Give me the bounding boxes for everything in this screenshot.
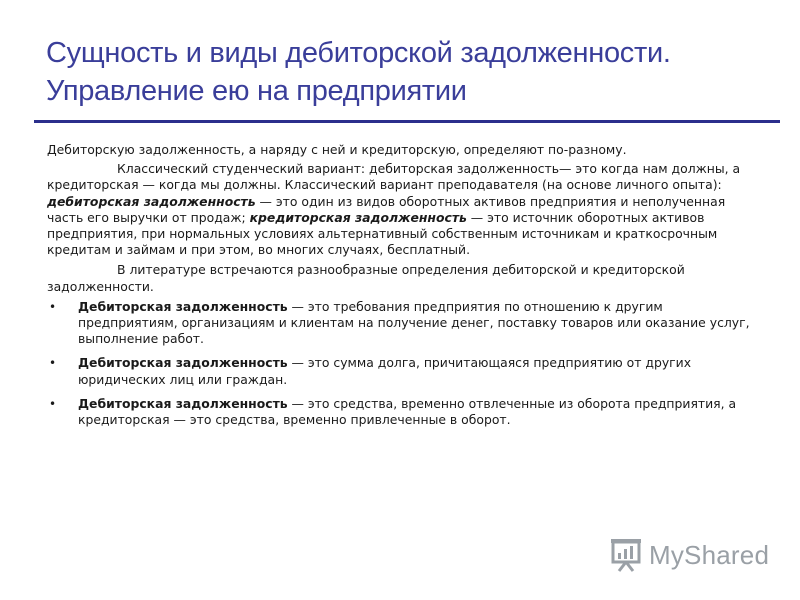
term-debit: дебиторская задолженность: [47, 193, 256, 209]
title-line-1: Сущность и виды дебиторской задолженности.: [46, 37, 671, 69]
classic-text-1: Классический студенческий вариант: дебиторская задолженность— это когда нам должны, а кредиторская — когда мы должны. Классический вариант преподавателя (на основе личного опыта):: [47, 161, 741, 193]
list-item: [47, 355, 759, 387]
logo-text: MyShared: [649, 539, 770, 570]
term-credit: кредиторская задолженность: [249, 209, 467, 225]
bullet-text: — это средства, временно отвлеченные из оборота предприятия, а кредиторская — это средства, временно привлеченные в оборот.: [78, 395, 737, 428]
bullet-icon: •: [49, 396, 57, 411]
bullet-term: Дебиторская задолженность: [78, 298, 288, 314]
bullet-text: — это сумма долга, причитающаяся предприятию от других юридических лиц или граждан.: [78, 355, 692, 387]
myshared-logo[interactable]: [607, 536, 772, 574]
bullet-term: Дебиторская задолженность: [78, 395, 288, 411]
bullet-text: — это требования предприятия по отношению к другим предприятиям, организациям и клиентам на получение денег, поставку товаров или оказание услуг, выполнение работ.: [78, 298, 750, 347]
bullet-icon: •: [49, 356, 57, 371]
classic-text-2: — это один из видов оборотных активов предприятия и неполученная часть его выручки от продаж;: [47, 193, 726, 225]
bullet-icon: •: [49, 299, 57, 314]
title-line-2: Управление ею на предприятии: [46, 75, 467, 107]
literature-paragraph: В литературе встречаются разнообразные определения дебиторской и кредиторской задолженности.: [47, 262, 685, 294]
list-item: [47, 396, 759, 428]
definitions-list: [47, 299, 759, 428]
slide-title: [46, 34, 766, 110]
presentation-board-icon: [607, 536, 645, 574]
list-item: [47, 299, 759, 348]
bullet-term: Дебиторская задолженность: [78, 355, 288, 371]
classic-paragraph: [47, 161, 759, 258]
slide-body: [47, 142, 759, 436]
classic-text-3: — это источник оборотных активов предприятия, при нормальных условиях альтернативный собственным источникам и краткосрочным кредитам и займам и при этом, во многих случаях, бесплатный.: [47, 209, 718, 258]
intro-paragraph: Дебиторскую задолженность, а наряду с ней и кредиторскую, определяют по-разному.: [47, 142, 627, 157]
title-underline: [34, 120, 780, 123]
